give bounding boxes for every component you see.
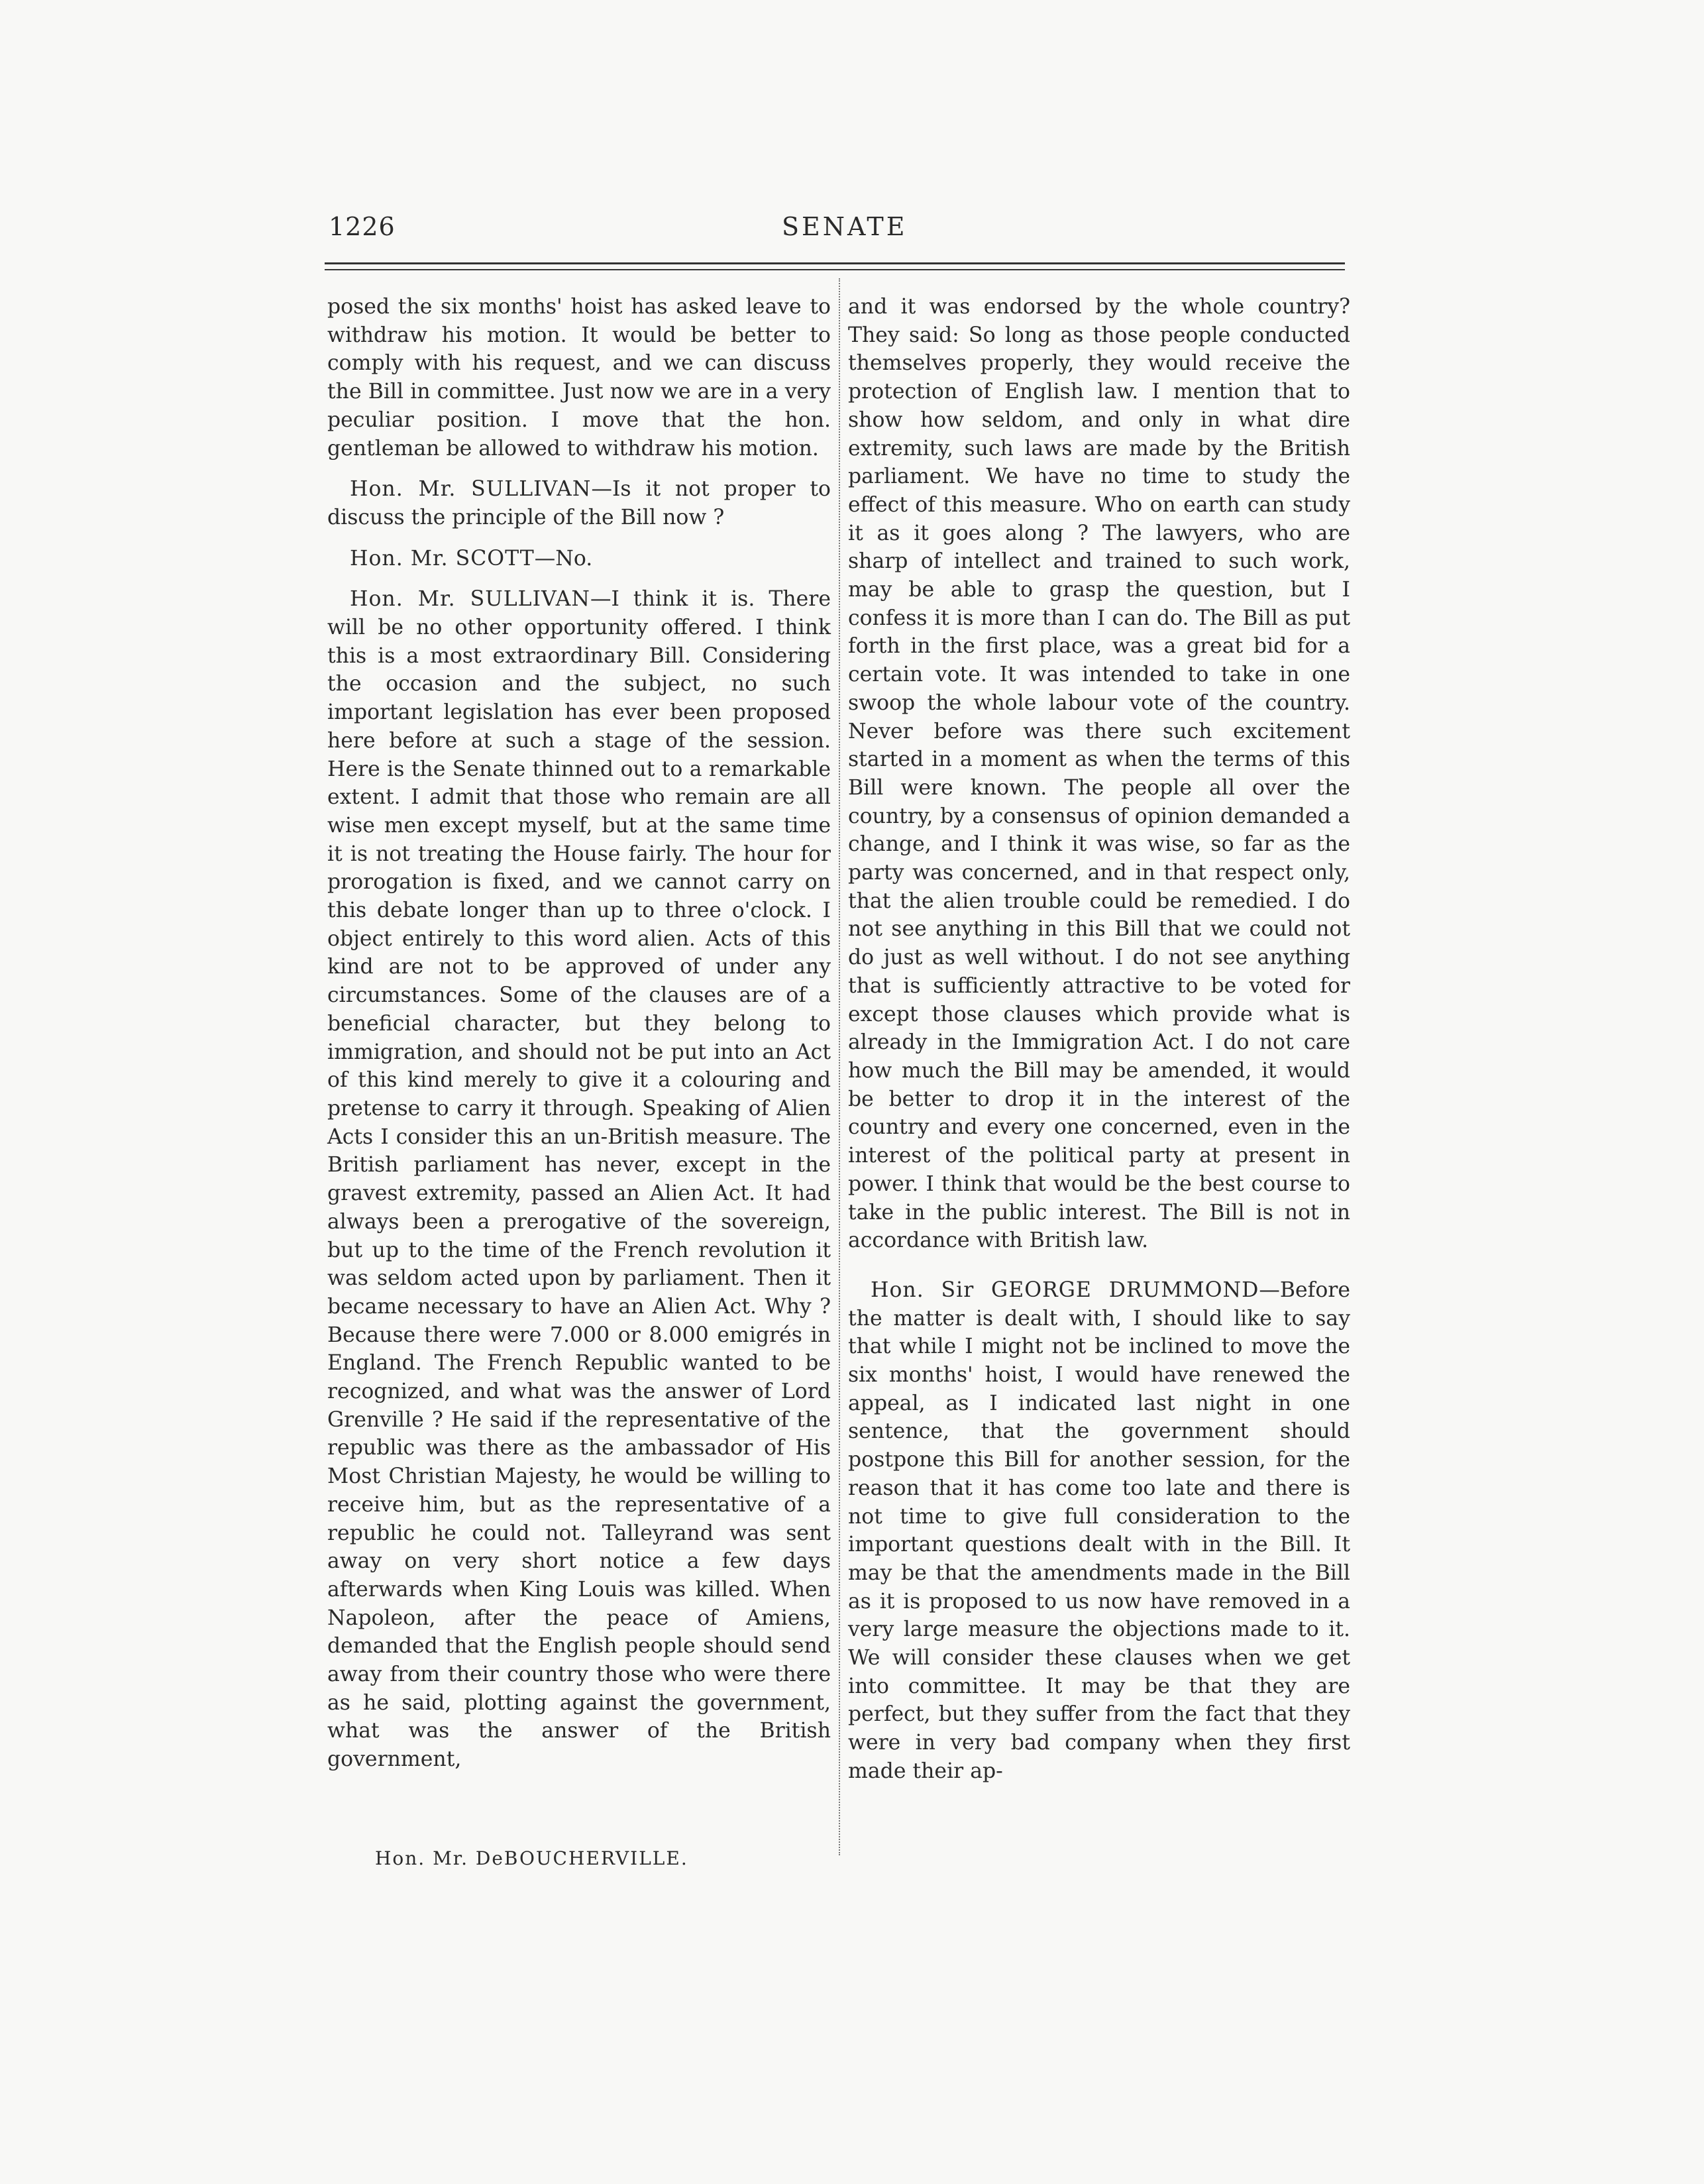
paragraph (848, 1276, 1350, 1786)
speech-text: —I think it is. There will be no other opportunity offered. I think this is a most extraordinary Bill. Considering the occasion and the subject, no such important legislation has ever been proposed here before at such a stage of the session. Here is the Senate thinned out to a remarkable extent. I admit that those who remain are all wise men except myself, but at the same time it is not treating the House fairly. The hour for prorogation is fixed, and we cannot carry on this debate longer than up to three o'clock. I object entirely to this word alien. Acts of this kind are not to be approved of under any circumstances. Some of the clauses are of a beneficial character, but they belong to immigration, and should not be put into an Act of this kind merely to give it a colouring and pretense to carry it through. Speaking of Alien Acts I consider this an un-British measure. The British parliament has never, except in the gravest extremity, passed an Alien Act. It had always been a prerogative of the sovereign, but up to the time of the French revolution it was seldom acted upon by parliament. Then it became necessary to have an Alien Act. Why ? Because there were 7.000 or 8.000 emigrés in England. The French Republic wanted to be recognized, and what was the answer of Lord Grenville ? He said if the representative of the republic was there as the ambassador of His Most Christian Majesty, he would be willing to receive him, but as the representative of a republic he could not. Talleyrand was sent away on very short notice a few days afterwards when King Louis was killed. When Napoleon, after the peace of Amiens, demanded that the English people should send away from their country those who were there as he said, plotting against the government, what was the answer of the British government, (327, 587, 831, 1772)
paragraph (327, 475, 831, 531)
speech-text: —Before the matter is dealt with, I should like to say that while I might not be inclined to move the six months' hoist, I would have renewed the appeal, as I indicated last night in one sentence, that the government should postpone this Bill for another session, for the reason that it has come too late and there is not time to give full consideration to the important questions dealt with in the Bill. It may be that the amendments made in the Bill as it is proposed to us now have removed in a very large measure the objections made to it. We will consider these clauses when we get into committee. It may be that they are perfect, but they suffer from the fact that they were in very bad company when they first made their ap- (848, 1278, 1350, 1783)
paragraph: posed the six months' hoist has asked leave to withdraw his motion. It would be better to comply with his request, and we can discuss the Bill in committee. Just now we are in a very peculiar position. I move that the hon. gentleman be allowed to withdraw his motion. (327, 295, 831, 461)
running-head: SENATE (782, 212, 908, 241)
paragraph (327, 585, 831, 1774)
footer-speaker-name: Hon. Mr. DeBOUCHERVILLE. (375, 1847, 688, 1869)
header-rule (325, 262, 1345, 264)
right-column (848, 293, 1350, 1798)
page-number: 1226 (329, 212, 396, 241)
speaker-name: Hon. Mr. SCOTT (350, 546, 535, 571)
speech-text: —No. (534, 546, 593, 571)
speaker-name: Hon. Mr. SULLIVAN (350, 587, 590, 612)
paragraph (327, 545, 831, 573)
paragraph: and it was endorsed by the whole country? They said: So long as those people conducted themselves properly, they would receive the protection of English law. I mention that to show how seldom, and only in what dire extremity, such laws are made by the British parliament. We have no time to study the effect of this measure. Who on earth can study it as it goes along ? The lawyers, who are sharp of intellect and trained to such work, may be able to grasp the question, but I confess it is more than I can do. The Bill as put forth in the first place, was a great bid for a certain vote. It was intended to take in one swoop the whole labour vote of the country. Never before was there such excitement started in a moment as when the terms of this Bill were known. The people all over the country, by a consensus of opinion demanded a change, and I think it was wise, so far as the party was concerned, and in that respect only, that the alien trouble could be remedied. I do not see anything in this Bill that we could not do just as well without. I do not see anything that is sufficiently attractive to be voted for except those clauses which provide what is already in the Immigration Act. I do not care how much the Bill may be amended, it would be better to drop it in the interest of the country and every one concerned, even in the interest of the political party at present in power. I think that would be the best course to take in the public interest. The Bill is not in accordance with British law. (848, 295, 1350, 1253)
header-rule-thin (325, 269, 1345, 270)
left-column (327, 293, 831, 1786)
column-divider (839, 278, 840, 1855)
speaker-name: Hon. Sir GEORGE DRUMMOND (871, 1278, 1259, 1302)
speaker-name: Hon. Mr. SULLIVAN (350, 477, 592, 502)
speech-text: —Is it not proper to discuss the principle of the Bill now ? (327, 477, 831, 529)
